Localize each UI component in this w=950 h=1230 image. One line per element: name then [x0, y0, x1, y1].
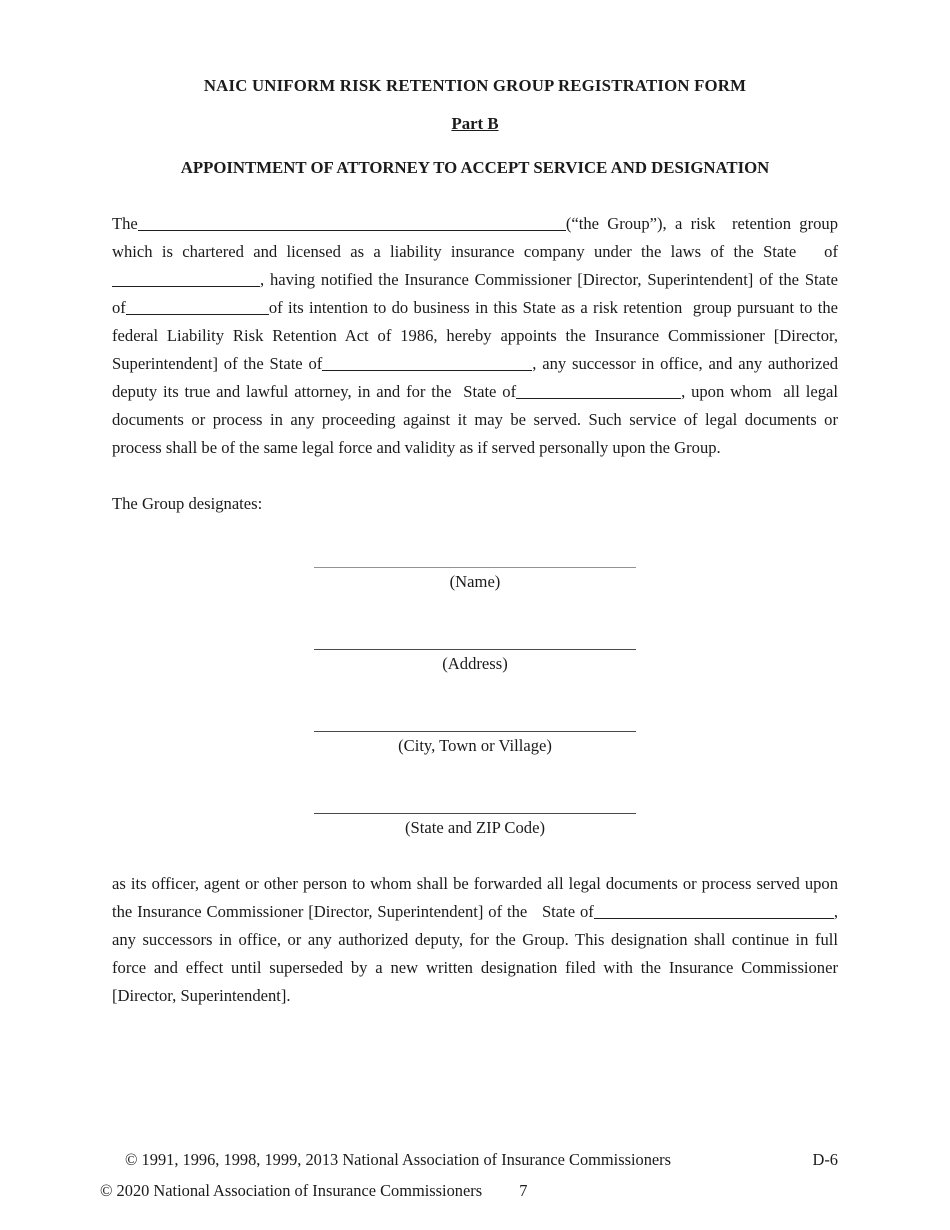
state-chartered-blank[interactable]: [112, 271, 260, 287]
field-city: [112, 731, 838, 760]
section-title: APPOINTMENT OF ATTORNEY TO ACCEPT SERVICE AND DESIGNATION: [180, 158, 770, 177]
state-designation-blank[interactable]: [594, 903, 834, 919]
paragraph-appointment: [112, 210, 838, 462]
doc-ref: D-6: [812, 1150, 838, 1169]
text-run: , upon whom all legal documents or process in any proceeding against it may be served. Such service of legal documents or process shall be of the same legal force and validity as if served personally upon the Group.: [112, 382, 838, 457]
city-field-label: (City, Town or Village): [398, 736, 552, 755]
designee-fields: [112, 567, 838, 842]
text-run: , any successors in office, or any authorized deputy, for the Group. This designation shall continue in full force and effect until superseded by a new written designation filed with the Insurance Commissioner [Director, Superintendent].: [112, 902, 838, 1005]
copyright-line-1: © 1991, 1996, 1998, 1999, 2013 National Association of Insurance Commissioners: [125, 1150, 672, 1169]
text-run: The: [112, 214, 138, 233]
text-run: of its intention to do business in this State as a risk retention group pursuant to the federal Liability Risk Retention Act of 1986, hereby appoints the Insurance Commissioner [Director, Superintendent] of the State of: [112, 298, 838, 373]
footer-row-2: [100, 1177, 838, 1205]
field-state-zip: [112, 813, 838, 842]
state-zip-field-label: (State and ZIP Code): [405, 818, 545, 837]
name-field-label: (Name): [449, 572, 501, 591]
address-field-label: (Address): [442, 654, 508, 673]
footer-row-1: [112, 1146, 838, 1174]
state-service-blank[interactable]: [516, 383, 681, 399]
group-name-blank[interactable]: [138, 215, 566, 231]
text-run: , having notified the Insurance Commissioner [Director, Superintendent] of the State of: [112, 270, 838, 317]
designates-intro: The Group designates:: [112, 494, 263, 513]
part-label: [112, 110, 838, 138]
state-appointed-blank[interactable]: [322, 355, 532, 371]
field-name: [112, 567, 838, 596]
text-run: as its officer, agent or other person to whom shall be forwarded all legal documents or process served upon the Insurance Commissioner [Director, Superintendent] of the State of: [112, 874, 838, 921]
field-address: [112, 649, 838, 678]
page-footer: [100, 1146, 838, 1205]
state-notified-blank[interactable]: [126, 299, 269, 315]
document-title: NAIC UNIFORM RISK RETENTION GROUP REGISTRATION FORM: [203, 76, 747, 95]
part-label-text: Part B: [451, 114, 499, 133]
paragraph-designation: [112, 870, 838, 1010]
text-run: , any successor in office, and any authorized deputy its true and lawful attorney, in and for the State of: [112, 354, 838, 401]
copyright-line-2: © 2020 National Association of Insurance Commissioners: [100, 1181, 483, 1200]
text-run: (“the Group”), a risk retention group which is chartered and licensed as a liability insurance company under the laws of the State of: [112, 214, 838, 261]
page-number: 7: [519, 1181, 528, 1200]
